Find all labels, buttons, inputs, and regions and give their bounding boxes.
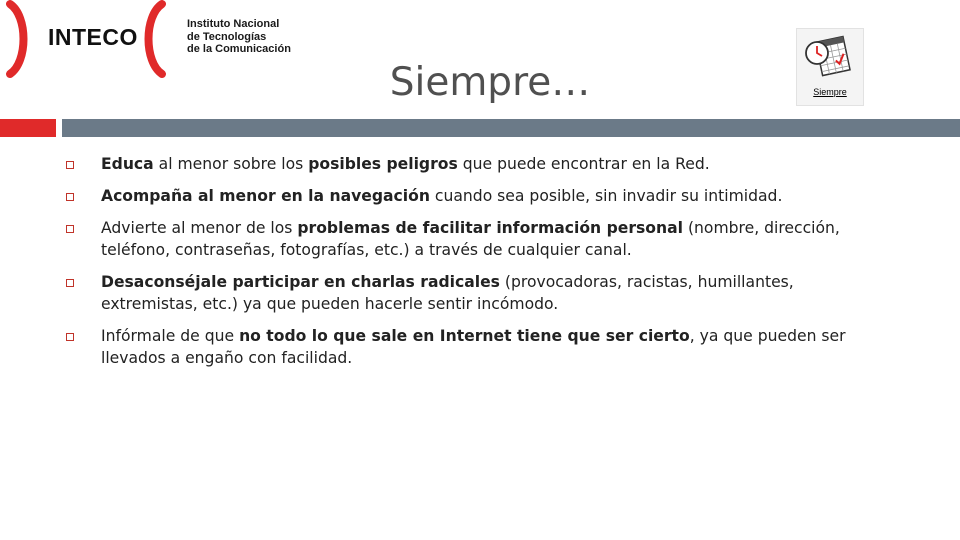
text: cuando sea posible, sin invadir su intimidad. <box>429 187 783 205</box>
bullet-list <box>62 153 882 379</box>
bold-text: Desaconséjale participar en charlas radicales <box>101 273 500 291</box>
institute-line: de Tecnologías <box>187 30 267 43</box>
text: que puede encontrar en la Red. <box>457 155 710 173</box>
accent-bar-gray <box>62 119 960 137</box>
list-item <box>62 271 882 315</box>
square-bullet-icon <box>66 333 74 341</box>
list-item <box>62 153 882 175</box>
text: Infórmale de que <box>101 327 240 345</box>
text: al menor sobre los <box>153 155 309 173</box>
bold-text: Acompaña al menor en la navegación <box>101 187 430 205</box>
list-item <box>62 217 882 261</box>
list-item <box>62 325 882 369</box>
text: Advierte al menor de los <box>101 219 298 237</box>
bold-text: problemas de facilitar información personal <box>297 219 683 237</box>
square-bullet-icon <box>66 161 74 169</box>
calendar-clock-icon <box>803 33 855 83</box>
calendar-clipart[interactable] <box>796 28 864 106</box>
text: (provocadoras, racistas, humillantes, extremistas, etc.) ya que pueden hacerle sentir incómodo. <box>101 273 794 313</box>
text: (nombre, dirección, teléfono, contraseñas, fotografías, etc.) a través de cualquier canal. <box>101 219 840 259</box>
institute-line: Instituto Nacional <box>187 18 280 30</box>
calendar-caption[interactable]: Siempre <box>813 87 847 97</box>
institute-line: de la Comunicación <box>187 43 291 55</box>
square-bullet-icon <box>66 225 74 233</box>
bold-text: Educa <box>101 155 154 173</box>
square-bullet-icon <box>66 193 74 201</box>
bold-text: posibles peligros <box>308 155 458 173</box>
accent-bar-red <box>0 119 56 137</box>
bold-text: no todo lo que sale en Internet tiene que ser cierto <box>239 327 690 345</box>
logo-institute <box>187 18 291 56</box>
logo-brand: INTECO <box>48 24 138 50</box>
text: , ya que pueden ser llevados a engaño con facilidad. <box>101 327 846 367</box>
slide-title: Siempre… <box>389 60 591 105</box>
square-bullet-icon <box>66 279 74 287</box>
list-item <box>62 185 882 207</box>
